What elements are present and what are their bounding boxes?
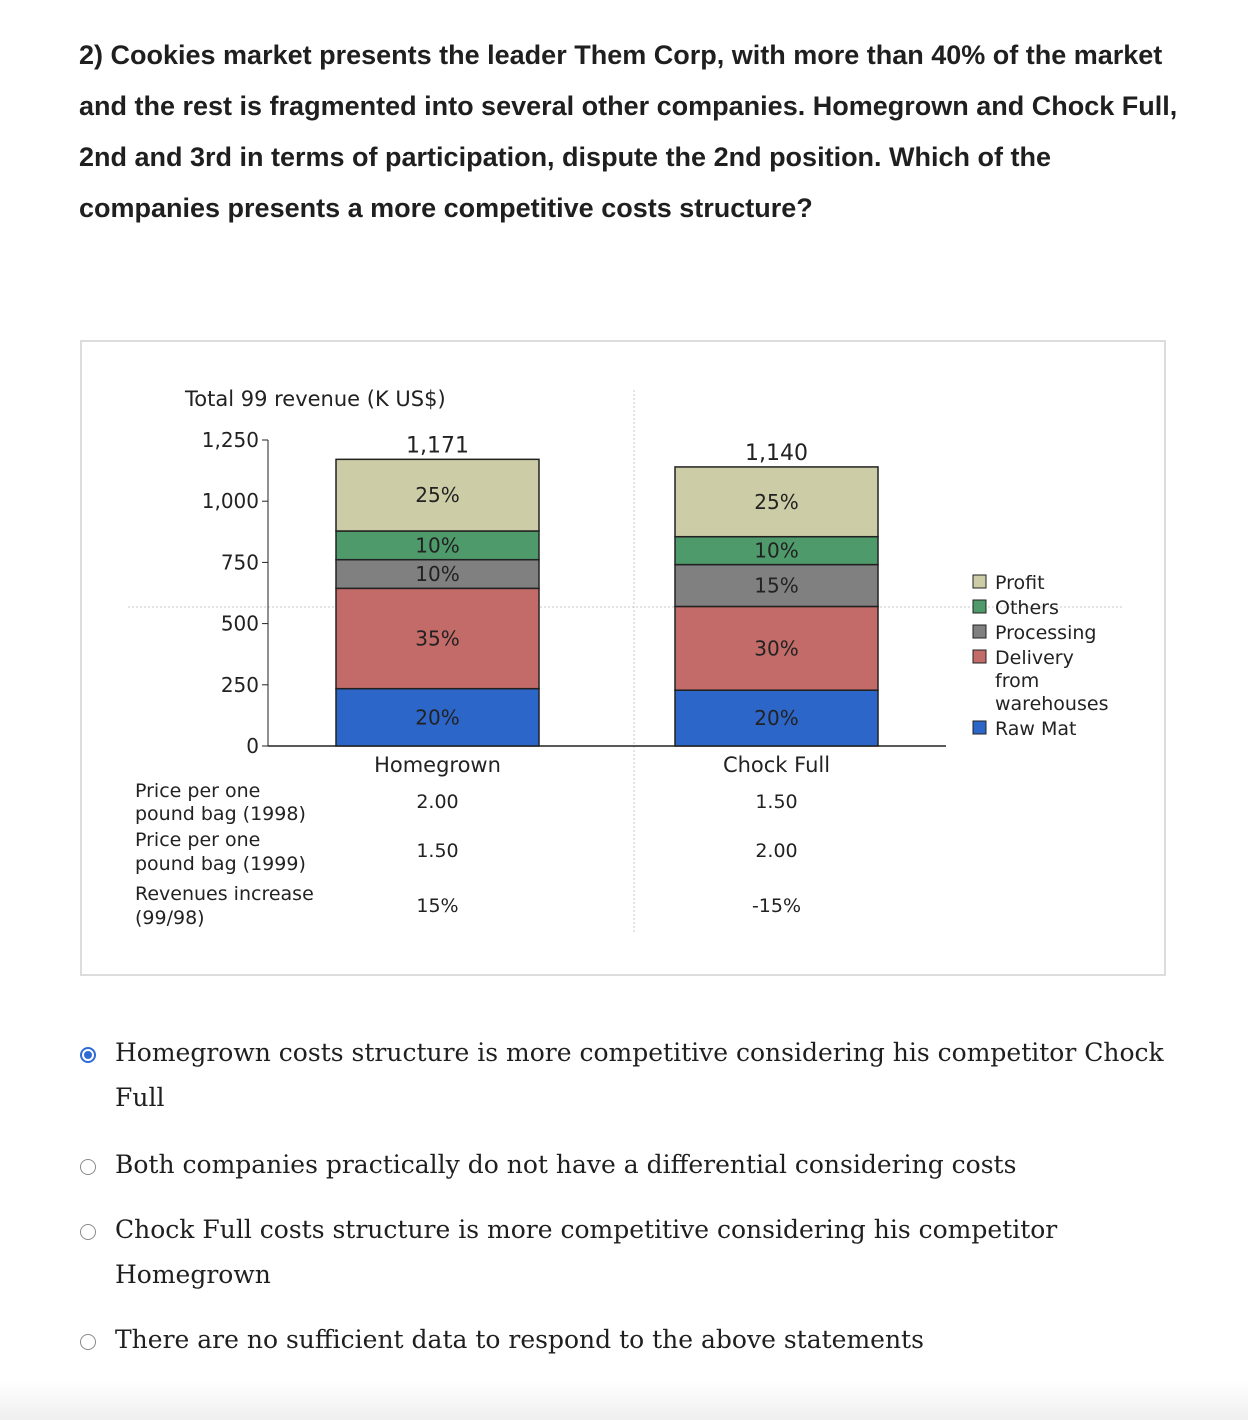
table-cell-value: 2.00 (755, 840, 798, 862)
table-row-label: pound bag (1998) (135, 803, 306, 825)
category-label: Chock Full (722, 753, 831, 777)
table-cell-value: 1.50 (416, 840, 459, 862)
table-row-label: (99/98) (135, 907, 205, 929)
y-tick-label: 250 (220, 672, 259, 697)
legend-swatch (973, 625, 986, 638)
table-row-label: Revenues increase (135, 883, 314, 905)
radio-button[interactable] (80, 1159, 96, 1175)
table-cell-value: 2.00 (416, 791, 459, 813)
segment-label: 25% (415, 483, 460, 508)
table-cell-value: 1.50 (755, 791, 798, 813)
y-tick-label: 500 (220, 611, 259, 636)
legend-swatch (973, 575, 986, 588)
category-label: Homegrown (374, 753, 501, 777)
y-tick-label: 1,000 (201, 489, 259, 514)
segment-label: 20% (415, 705, 460, 730)
segment-label: 10% (415, 533, 460, 558)
y-tick-label: 1,250 (201, 428, 259, 452)
legend-label: from (995, 670, 1040, 692)
option-label[interactable]: Chock Full costs structure is more competitive considering his competitor Homegrown (115, 1215, 1058, 1289)
chart-title: Total 99 revenue (K US$) (185, 387, 446, 411)
y-tick-label: 0 (246, 734, 259, 758)
legend-label: Profit (995, 572, 1045, 594)
legend-swatch (973, 721, 986, 734)
total-label: 1,171 (406, 433, 469, 459)
table-row-label: Price per one (135, 829, 261, 851)
segment-label: 35% (415, 626, 460, 651)
segment-label: 20% (754, 706, 799, 731)
option-label[interactable]: Both companies practically do not have a differential considering costs (115, 1150, 1017, 1179)
legend-label: Delivery (995, 647, 1074, 669)
radio-button[interactable] (80, 1047, 96, 1063)
radio-button[interactable] (80, 1224, 96, 1240)
table-cell-value: 15% (416, 895, 459, 917)
total-label: 1,140 (745, 440, 808, 466)
legend-label: Raw Mat (995, 718, 1077, 740)
legend-label: Others (995, 597, 1059, 619)
chart-figure (80, 340, 1166, 976)
option-label[interactable]: There are no sufficient data to respond to the above statements (115, 1325, 924, 1354)
y-tick-label: 750 (220, 550, 259, 575)
bottom-fade (0, 1380, 1248, 1420)
table-cell-value: -15% (751, 895, 802, 917)
legend-label: warehouses (995, 693, 1109, 715)
legend-swatch (973, 600, 986, 613)
segment-label: 10% (754, 538, 799, 563)
option-label[interactable]: Homegrown costs structure is more competitive considering his competitor Chock Full (115, 1038, 1164, 1112)
legend-label: Processing (995, 622, 1097, 644)
segment-label: 10% (415, 562, 460, 587)
stacked-bar-chart (82, 342, 1168, 978)
segment-label: 30% (754, 636, 799, 661)
table-row-label: pound bag (1999) (135, 853, 306, 875)
table-row-label: Price per one (135, 780, 261, 802)
segment-label: 15% (754, 573, 799, 598)
legend-swatch (973, 650, 986, 663)
segment-label: 25% (754, 489, 799, 514)
radio-button[interactable] (80, 1334, 96, 1350)
question-text: 2) Cookies market presents the leader Them Corp, with more than 40% of the market and the rest is fragmented into several other companies. Homegrown and Chock Full, 2nd and 3rd in terms of participation, dispute the 2nd position. Which of the companies presents a more competitive costs structure? (79, 40, 1178, 223)
